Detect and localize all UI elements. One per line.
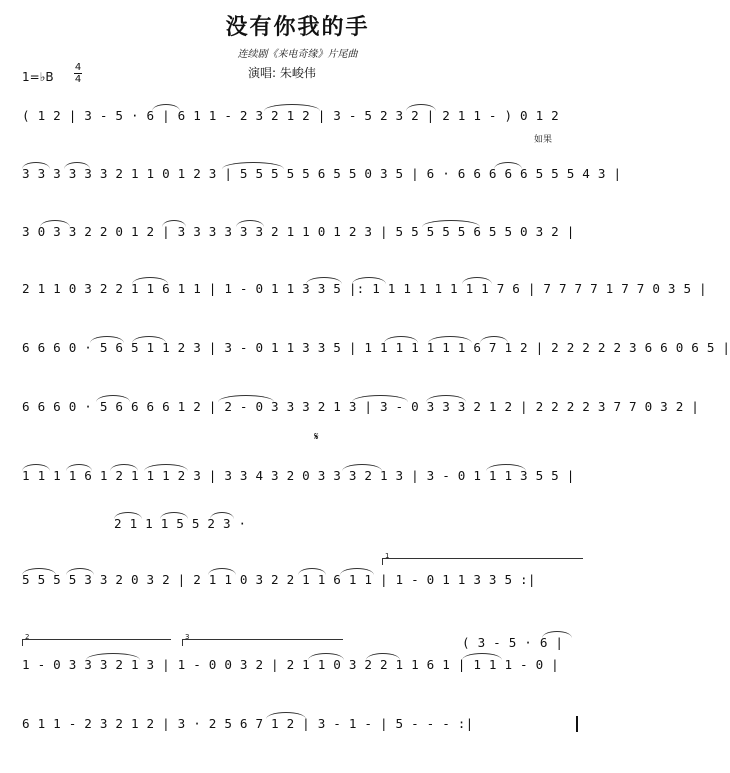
slur (132, 277, 168, 284)
notes-row-9: 5 5 5 5 3 3 2 0 3 2 | 2 1 1 0 3 2 2 1 1 6 1 1 | 1 - 0 1 1 3 3 5 :| (22, 572, 536, 587)
slur (218, 395, 274, 402)
slur (222, 162, 284, 169)
notes-row-5: 6 6 6 0 · 5 6 5 1 1 2 3 | 3 - 0 1 1 3 3 5 | 1 1 1 1 1 1 1 6 7 1 2 | 2 2 2 2 2 3 6 6 0 6 5 | (22, 340, 730, 355)
volta-1-label: 1 (385, 552, 390, 560)
slur (462, 277, 492, 284)
slur (40, 220, 70, 227)
slur (90, 336, 124, 343)
slur (264, 104, 320, 111)
slur (462, 653, 502, 660)
slur (162, 220, 186, 227)
volta-1 (382, 552, 583, 565)
notes-row-1: ( 1 2 | 3 - 5 · 6 | 6 1 1 - 2 3 2 1 2 | 3 - 5 2 3 2 | 2 1 1 - ) 0 1 2 (22, 108, 559, 123)
slur (110, 464, 138, 471)
slur (22, 162, 50, 169)
slur (342, 464, 382, 471)
slur (406, 104, 436, 111)
slur (480, 336, 508, 343)
slur (352, 395, 408, 402)
volta-3 (182, 633, 343, 646)
meter-top: 4 (74, 62, 82, 73)
song-title: 没有你我的手 (225, 14, 370, 40)
slur (208, 568, 236, 575)
slur (494, 162, 522, 169)
slur (422, 220, 480, 227)
slur (66, 568, 94, 575)
volta-2 (22, 633, 171, 646)
slur (152, 104, 180, 111)
notes-row-3: 3 0 3 3 2 2 0 1 2 | 3 3 3 3 3 3 2 1 1 0 1 2 3 | 5 5 5 5 5 6 5 5 0 3 2 | (22, 224, 575, 239)
slur (384, 336, 418, 343)
slur (22, 568, 56, 575)
notes-row-7: 1 1 1 1 6 1 2 1 1 1 2 3 | 3 3 4 3 2 0 3 3 3 2 1 3 | 3 - 0 1 1 1 3 5 5 | (22, 468, 575, 483)
slur (298, 568, 326, 575)
slur (96, 395, 130, 402)
key-signature: 1=♭B (22, 70, 54, 84)
notes-row-10: 1 - 0 3 3 3 2 1 3 | 1 - 0 0 3 2 | 2 1 1 0 3 2 2 1 1 6 1 | 1 1 1 - 0 | (22, 657, 559, 672)
notes-row-8: 2 1 1 1 5 5 2 3 · (114, 516, 247, 531)
slur (306, 277, 342, 284)
volta-2-label: 2 (25, 633, 30, 641)
slur (144, 464, 188, 471)
segno-icon: 𝄋 (314, 430, 319, 443)
notes-row-6: 6 6 6 0 · 5 6 6 6 6 1 2 | 2 - 0 3 3 3 2 1 3 | 3 - 0 3 3 3 2 1 2 | 2 2 2 2 3 7 7 0 3 2 | (22, 399, 700, 414)
notes-row-2: 3 3 3 3 3 3 2 1 1 0 1 2 3 | 5 5 5 5 5 6 5 5 0 3 5 | 6 · 6 6 6 6 6 5 5 5 4 3 | (22, 166, 622, 181)
notes-row-11: 6 1 1 - 2 3 2 1 2 | 3 · 2 5 6 7 1 2 | 3 - 1 - | 5 - - - :| (22, 716, 474, 731)
notes-row-4: 2 1 1 0 3 2 2 1 1 6 1 1 | 1 - 0 1 1 3 3 5 |: 1 1 1 1 1 1 1 1 7 6 | 7 7 7 7 1 7 7 0 3 5 | (22, 281, 707, 296)
slur (64, 162, 90, 169)
lyric-word: 如果 (534, 135, 553, 145)
singer-credit: 演唱: 朱峻伟 (248, 66, 316, 80)
final-barline (576, 716, 578, 732)
slur (542, 631, 572, 638)
slur (236, 220, 264, 227)
slur (308, 653, 344, 660)
slur (486, 464, 526, 471)
slur (366, 653, 400, 660)
slur (66, 464, 92, 471)
lyric-line (534, 132, 582, 145)
time-signature (74, 62, 82, 85)
slur (210, 512, 234, 519)
slur (86, 653, 140, 660)
slur (266, 712, 306, 719)
slur (428, 336, 472, 343)
slur (352, 277, 386, 284)
slur (114, 512, 142, 519)
slur (340, 568, 374, 575)
slur (132, 336, 166, 343)
slur (160, 512, 188, 519)
notes-intro-bracket: ( 3 - 5 · 6 | (462, 635, 564, 650)
slur (22, 464, 50, 471)
slur (426, 395, 466, 402)
song-subtitle: 连续剧《来电奇缘》片尾曲 (237, 49, 358, 60)
volta-3-label: 3 (185, 633, 190, 641)
meter-bottom: 4 (74, 74, 82, 85)
